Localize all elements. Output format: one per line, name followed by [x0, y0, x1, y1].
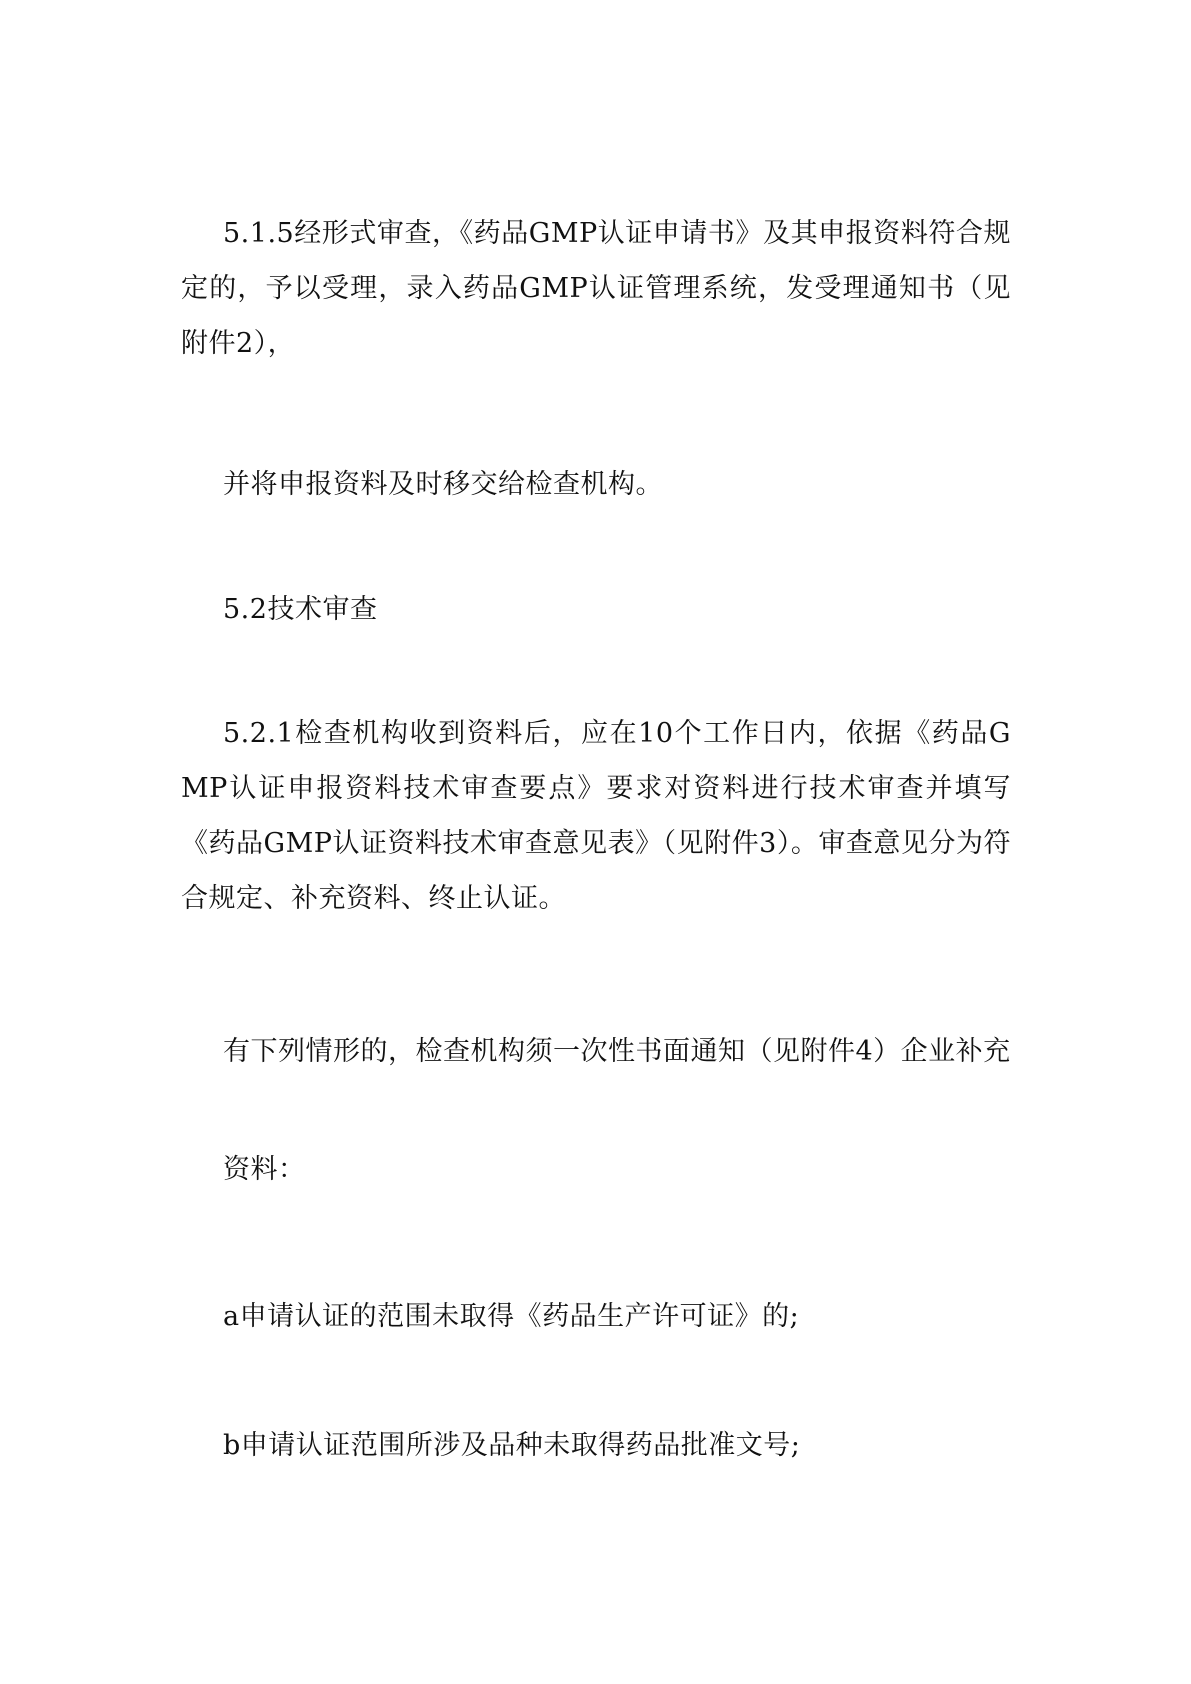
paragraph-5-1-5: 5.1.5经形式审查，《药品GMP认证申请书》及其申报资料符合规定的，予以受理，录入药品GMP认证管理系统，发受理通知书（见附件2），: [181, 218, 1011, 359]
section-heading-5-2: 5.2技术审查: [223, 594, 378, 625]
paragraph-materials-label: 资料：: [223, 1154, 306, 1185]
list-item-a: a申请认证的范围未取得《药品生产许可证》的;: [223, 1301, 800, 1332]
paragraph-transfer-materials: 并将申报资料及时移交给检查机构。: [223, 469, 663, 500]
list-item-b: b申请认证范围所涉及品种未取得药品批准文号;: [223, 1430, 801, 1461]
paragraph-supplement-notice: 有下列情形的，检查机构须一次性书面通知（见附件4）企业补充: [223, 1036, 1011, 1067]
paragraph-5-2-1: 5.2.1检查机构收到资料后，应在10个工作日内，依据《药品GMP认证申报资料技术审查要点》要求对资料进行技术审查并填写《药品GMP认证资料技术审查意见表》（见附件3）。审查意见分为符合规定、补充资料、终止认证。: [181, 718, 1011, 914]
